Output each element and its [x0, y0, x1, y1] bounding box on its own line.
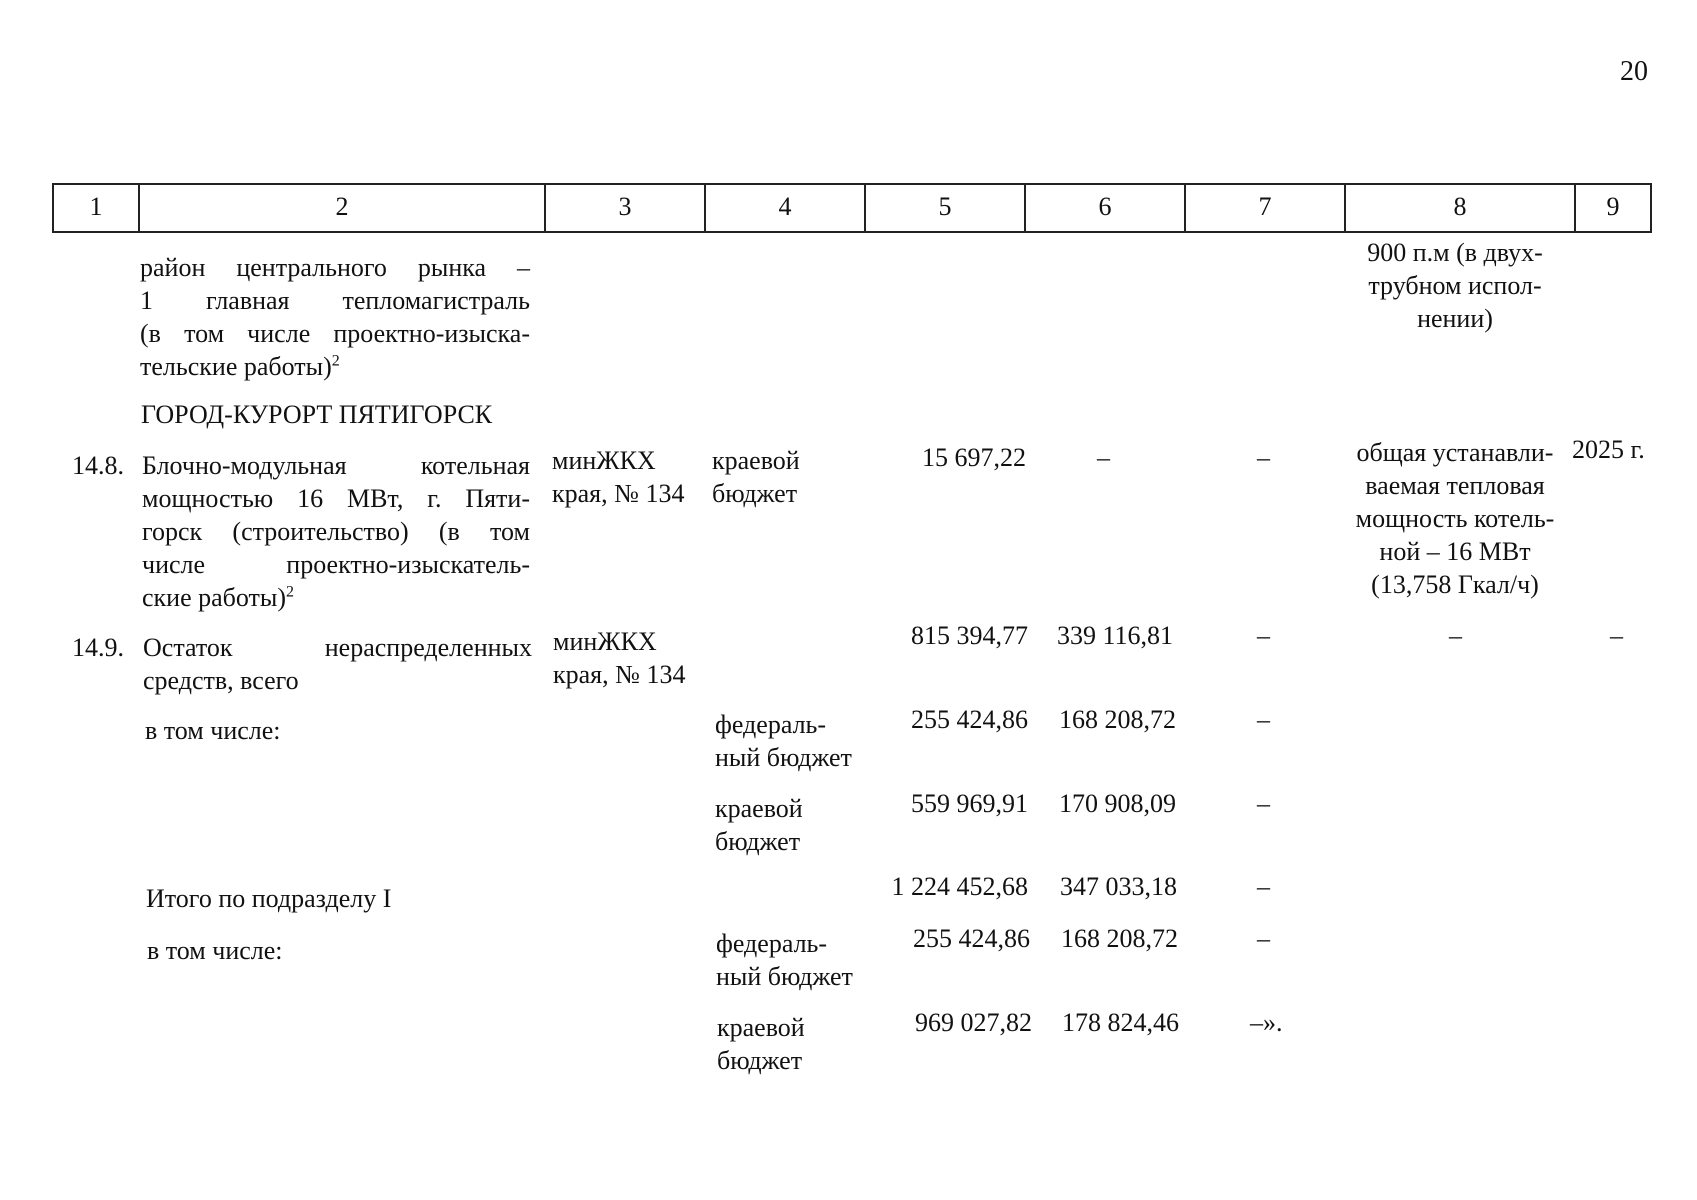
- total-regional-col7: –».: [1250, 1008, 1283, 1037]
- column-number-header: [52, 183, 1652, 233]
- row-14-9-federal-col6: 168 208,72: [1059, 705, 1176, 734]
- total-federal-col7: –: [1257, 924, 1270, 953]
- row-14-9-regional-col7: –: [1257, 789, 1270, 818]
- page-number: 20: [1620, 56, 1648, 87]
- source-line: краевой: [715, 794, 803, 823]
- header-col-4: 4: [704, 183, 866, 233]
- row-14-9-col5: 815 394,77: [911, 621, 1028, 650]
- source-line: краевой: [712, 446, 800, 475]
- name-line: горск (строительство) (в том: [142, 517, 530, 546]
- row-14-8-name: [142, 449, 530, 614]
- row-14-9-federal-col5: 255 424,86: [911, 705, 1028, 734]
- col8-line: мощность котель-: [1355, 504, 1555, 533]
- row-14-8-col8: [1342, 436, 1568, 601]
- row-14-9-regional-col6: 170 908,09: [1059, 789, 1176, 818]
- source-line: краевой: [717, 1013, 805, 1042]
- source-line: ный бюджет: [716, 962, 853, 991]
- row-14-9-including-label: в том числе:: [145, 716, 281, 745]
- header-col-5: 5: [864, 183, 1026, 233]
- name-line: 1 главная тепломагистраль: [140, 286, 530, 315]
- header-col-7: 7: [1184, 183, 1346, 233]
- col8-line: нении): [1417, 304, 1493, 333]
- row-14-9-federal-source: [715, 708, 852, 774]
- row-14-9-col6: 339 116,81: [1057, 621, 1174, 650]
- header-col-2: 2: [138, 183, 546, 233]
- row-14-9-col7: –: [1257, 621, 1270, 650]
- row-14-9-col9: –: [1610, 621, 1623, 650]
- source-line: бюджет: [717, 1046, 803, 1075]
- name-line: (в том числе проектно-изыска-: [140, 319, 530, 348]
- name-line: ские работы)$^2$: [142, 583, 295, 612]
- row-14-8-source: [712, 444, 800, 510]
- total-including-label: в том числе:: [147, 936, 283, 965]
- name-line: средств, всего: [143, 666, 299, 695]
- header-col-1: 1: [52, 183, 140, 233]
- executor-line: минЖКХ: [552, 446, 656, 475]
- header-col-8: 8: [1344, 183, 1576, 233]
- executor-line: края, № 134: [552, 479, 685, 508]
- col8-line: ваемая тепловая: [1365, 471, 1545, 500]
- name-line: Остаток нераспределенных: [143, 633, 532, 662]
- row-14-9-executor: [553, 625, 685, 691]
- total-federal-col6: 168 208,72: [1061, 924, 1178, 953]
- col8-line: ной – 16 МВт: [1379, 537, 1531, 566]
- source-line: федераль-: [715, 710, 827, 739]
- row-14-9-name: [143, 631, 532, 697]
- footnote-mark: 2: [331, 352, 340, 370]
- name-line: мощностью 16 МВт, г. Пяти-: [142, 484, 530, 513]
- col8-line: 900 п.м (в двух-: [1367, 238, 1543, 267]
- header-col-6: 6: [1024, 183, 1186, 233]
- total-federal-col5: 255 424,86: [913, 924, 1030, 953]
- col8-line: общая устанавли-: [1356, 438, 1554, 467]
- continued-row-col8: [1320, 236, 1590, 335]
- continued-row-name: [140, 251, 530, 383]
- source-line: бюджет: [715, 827, 801, 856]
- row-14-9-col8: –: [1449, 621, 1462, 650]
- name-line: тельские работы)$^2$: [140, 352, 340, 381]
- executor-line: края, № 134: [553, 660, 686, 689]
- row-14-8-col5: 15 697,22: [922, 443, 1026, 472]
- source-line: бюджет: [712, 479, 798, 508]
- row-14-8-col6: –: [1097, 443, 1110, 472]
- total-col5: 1 224 452,68: [891, 872, 1028, 901]
- row-14-9-federal-col7: –: [1257, 705, 1270, 734]
- name-line: район центрального рынка –: [140, 253, 530, 282]
- row-14-9-regional-col5: 559 969,91: [911, 789, 1028, 818]
- section-heading: ГОРОД-КУРОРТ ПЯТИГОРСК: [141, 400, 493, 429]
- total-regional-col5: 969 027,82: [915, 1008, 1032, 1037]
- total-regional-col6: 178 824,46: [1062, 1008, 1179, 1037]
- total-col6: 347 033,18: [1060, 872, 1177, 901]
- row-14-8-number: 14.8.: [72, 451, 124, 480]
- name-line: Блочно-модульная котельная: [142, 451, 530, 480]
- header-col-3: 3: [544, 183, 706, 233]
- row-14-9-regional-source: [715, 792, 803, 858]
- total-col7: –: [1257, 872, 1270, 901]
- source-line: ный бюджет: [715, 743, 852, 772]
- total-regional-source: [717, 1011, 805, 1077]
- total-federal-source: [716, 927, 853, 993]
- row-14-8-col9: 2025 г.: [1572, 435, 1645, 464]
- row-14-8-executor: [552, 444, 684, 510]
- col8-line: (13,758 Гкал/ч): [1371, 570, 1539, 599]
- col8-line: трубном испол-: [1368, 271, 1542, 300]
- name-line: числе проектно-изыскатель-: [142, 550, 530, 579]
- executor-line: минЖКХ: [553, 627, 657, 656]
- row-14-9-number: 14.9.: [72, 633, 124, 662]
- row-14-8-col7: –: [1257, 443, 1270, 472]
- source-line: федераль-: [716, 929, 828, 958]
- total-label: Итого по подразделу I: [146, 884, 392, 913]
- footnote-mark: 2: [286, 583, 295, 601]
- header-col-9: 9: [1574, 183, 1652, 233]
